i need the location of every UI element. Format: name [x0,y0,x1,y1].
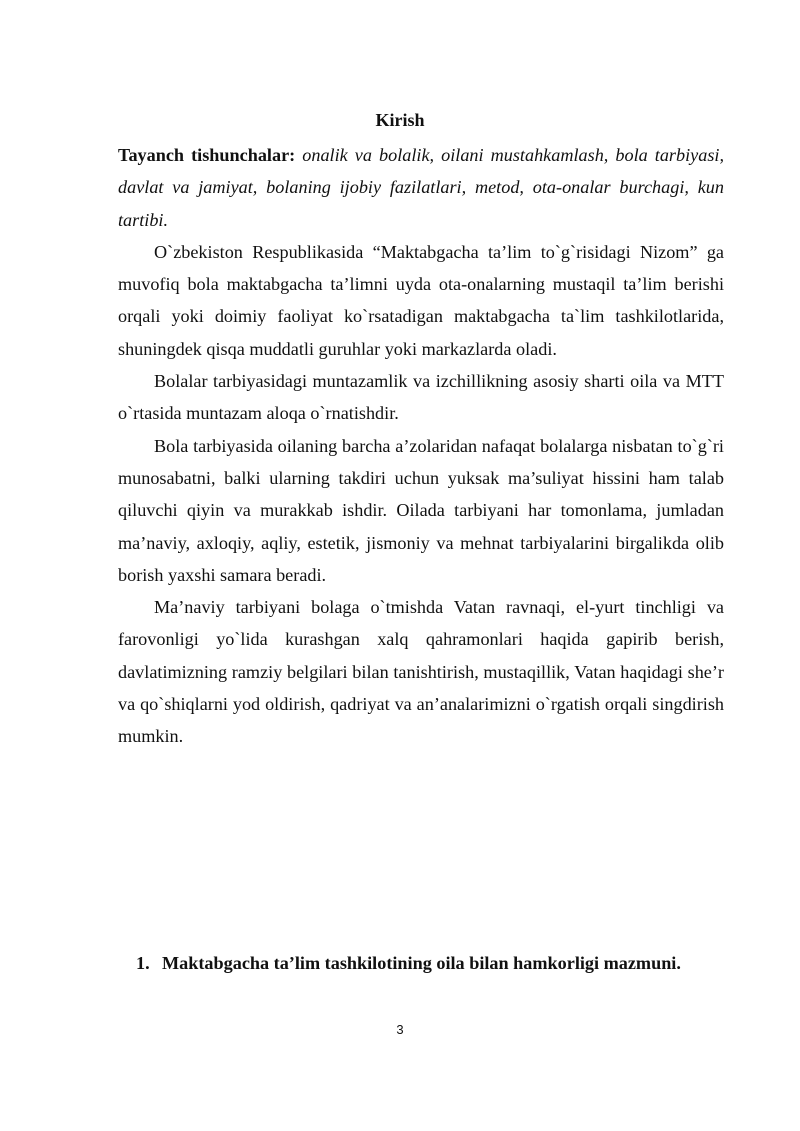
section-heading [136,952,681,974]
paragraph: Bolalar tarbiyasidagi muntazamlik va izchillikning asosiy sharti oila va MTT o`rtasida muntazam aloqa o`rnatishdir. [118,371,724,424]
paragraph: Ma’naviy tarbiyani bolaga o`tmishda Vatan ravnaqi, el-yurt tinchligi va farovonligi yo`lida kurashgan xalq qahramonlari haqida gapirib berish, davlatimizning ramziy belgilari bilan tanishtirish, mustaqillik, Vatan haqidagi she’r va qo`shiqlarni yod oldirish, qadriyat va an’analarimizni o`rgatish orqali singdirish mumkin. [118,597,724,747]
keywords-text: onalik va bolalik, oilani mustahkamlash, bola tarbiyasi, davlat va jamiyat, bolaning ijobiy fazilatlari, metod, ota-onalar burchagi, kun tartibi. [118,145,725,230]
keywords-label: Tayanch tishunchalar: [118,145,296,165]
paragraph: O`zbekiston Respublikasida “Maktabgacha ta’lim to`g`risidagi Nizom” ga muvofiq bola maktabgacha ta’limni uyda ota-onalarning mustaqil ta’lim berishi orqali yoki doimiy faoliyat ko`rsatadigan maktabgacha ta`lim tashkilotlarida, shuningdek qisqa muddatli guruhlar yoki markazlarda oladi. [118,241,724,359]
keywords-paragraph [118,139,724,236]
section-number: 1. [136,953,150,973]
page-heading: Kirish [375,110,425,130]
section-title: Maktabgacha ta’lim tashkilotining oila bilan hamkorligi mazmuni. [162,953,681,973]
body-text [118,139,724,753]
paragraph: Bola tarbiyasida oilaning barcha a’zolaridan nafaqat bolalarga nisbatan to`g`ri munosabatni, balki ularning takdiri uchun yuksak ma’suliyat hissini ham talab qiluvchi qiyin va murakkab ishdir. Oilada tarbiyani har tomonlama, jumladan ma’naviy, axloqiy, aqliy, estetik, jismoniy va mehnat tarbiyalarini birgalikda olib borish yaxshi samara beradi. [118,435,724,585]
page-number: 3 [396,1022,404,1037]
